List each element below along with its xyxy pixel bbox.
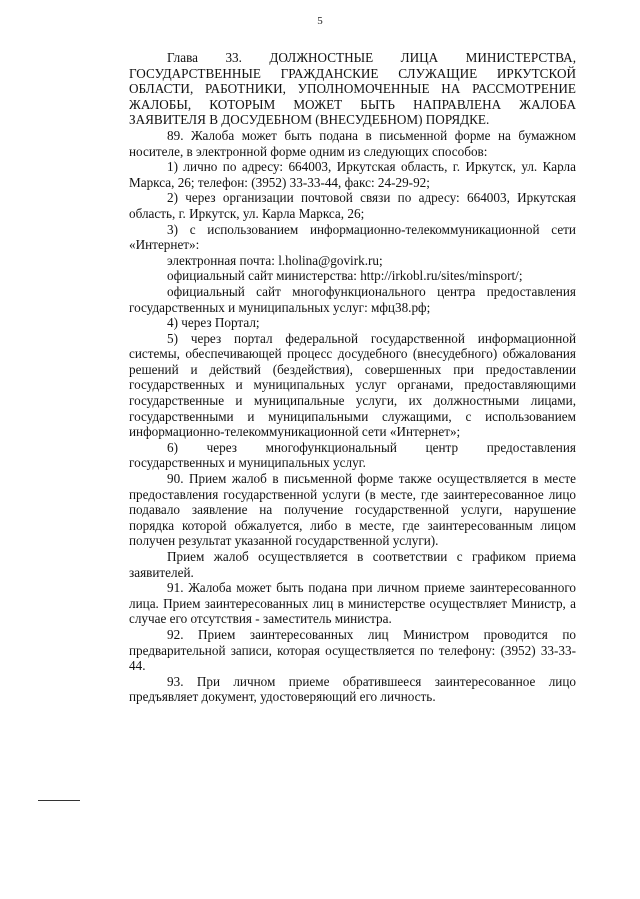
list-item-2: 2) через организации почтовой связи по адресу: 664003, Иркутская xyxy=(167,190,576,206)
paragraph-93: 93. При личном приеме обратившееся заинтересованное лицо предъявляет документ, удостоверяющий его личность. xyxy=(129,673,576,705)
document-body xyxy=(129,50,576,705)
list-item-6: 6) через многофункциональный центр предоставления xyxy=(167,439,576,455)
paragraph-91: 91. Жалоба может быть подана при личном приеме заинтересованного лица. Прием заинтересованных лиц в министерстве осуществляет Министр, а случае его отсутствия - заместитель министра. xyxy=(129,580,576,627)
paragraph-92: 92. Прием заинтересованных лиц Министром проводится по предварительной записи, которая осуществляется по телефону: (3952) 33-33- 44. xyxy=(129,626,576,674)
paragraph-89: 89. Жалоба может быть подана в письменной форме на бумажном носителе, в электронной форме одним из следующих способов: 1) лично по адресу: 664003, Иркутская область, г. Иркутск, ул. Карла Маркса, 26; телефон: (3952) 33-33-44, факс: 24-29-92; 2) через организации почтовой связи по адресу: 664003, Иркутская область, г. Иркутск, ул. Карла Маркса, 26; 3) с использованием информационно-телекоммуникационной сети «Интернет»: электронная почта: l.holina@govirk.ru; официальный сайт министерства: http://irkobl.ru/sites/minsport/; официальный сайт многофункционального центра предоставления государственных и муниципальных услуг: мфц38.рф; 4) через Портал; 5) через портал федеральной государственной информационной системы, обеспечивающей процесс досудебного (внесудебного) обжалования решений и действий (бездействия), совершенных при предоставлении государственных и муниципальных услуг органами, предоставляющими государственные и муниципальные услуги, их должностными лицами, государственными и муниципальными служащими, с использованием информационно-телекоммуникационной сети «Интернет»; 6) через многофункциональный центр предоставления государственных и муниципальных услуг. xyxy=(129,127,576,471)
email-line: электронная почта: l.holina@govirk.ru; xyxy=(167,252,383,268)
schedule-note: Прием жалоб осуществляется в соответствии с графиком приема xyxy=(167,549,576,564)
chapter-heading: Глава 33. ДОЛЖНОСТНЫЕ ЛИЦА МИНИСТЕРСТВА, ГОСУДАРСТВЕННЫЕ ГРАЖДАНСКИЕ СЛУЖАЩИЕ ИРКУТСКОЙ ОБЛАСТИ, РАБОТНИКИ, УПОЛНОМОЧЕННЫЕ НА РАССМОТРЕНИЕ ЖАЛОБЫ, КОТОРЫМ МОЖЕТ БЫТЬ НАПРАВЛЕНА ЖАЛОБА ЗАЯВИТЕЛЯ В ДОСУДЕБНОМ (ВНЕСУДЕБНОМ) ПОРЯДКЕ. xyxy=(129,50,576,128)
page-number: 5 xyxy=(317,15,323,27)
mfc-site-line: официальный сайт многофункционального центра предоставления xyxy=(167,283,576,299)
ministry-site-line: официальный сайт министерства: http://irkobl.ru/sites/minsport/; xyxy=(167,268,523,284)
paragraph-90: 90. Прием жалоб в письменной форме также осуществляется в месте предоставления государственной услуги (в месте, где заинтересованное лицо подавало заявление на получение государственной услуги, нарушение порядка которой обжалуется, либо в месте, где заинтересованным лицом получен результат указанной государственной услуги). Прием жалоб осуществляется в соответствии с графиком приема заявителей. xyxy=(129,471,576,580)
list-item-4: 4) через Портал; xyxy=(167,315,260,331)
list-item-3: 3) с использованием информационно-телекоммуникационной сети xyxy=(167,221,576,237)
list-item-1: 1) лично по адресу: 664003, Иркутская область, г. Иркутск, ул. Карла xyxy=(167,159,576,175)
list-item-5: 5) через портал федеральной государственной информационной xyxy=(167,330,576,346)
footnote-divider xyxy=(38,800,80,801)
